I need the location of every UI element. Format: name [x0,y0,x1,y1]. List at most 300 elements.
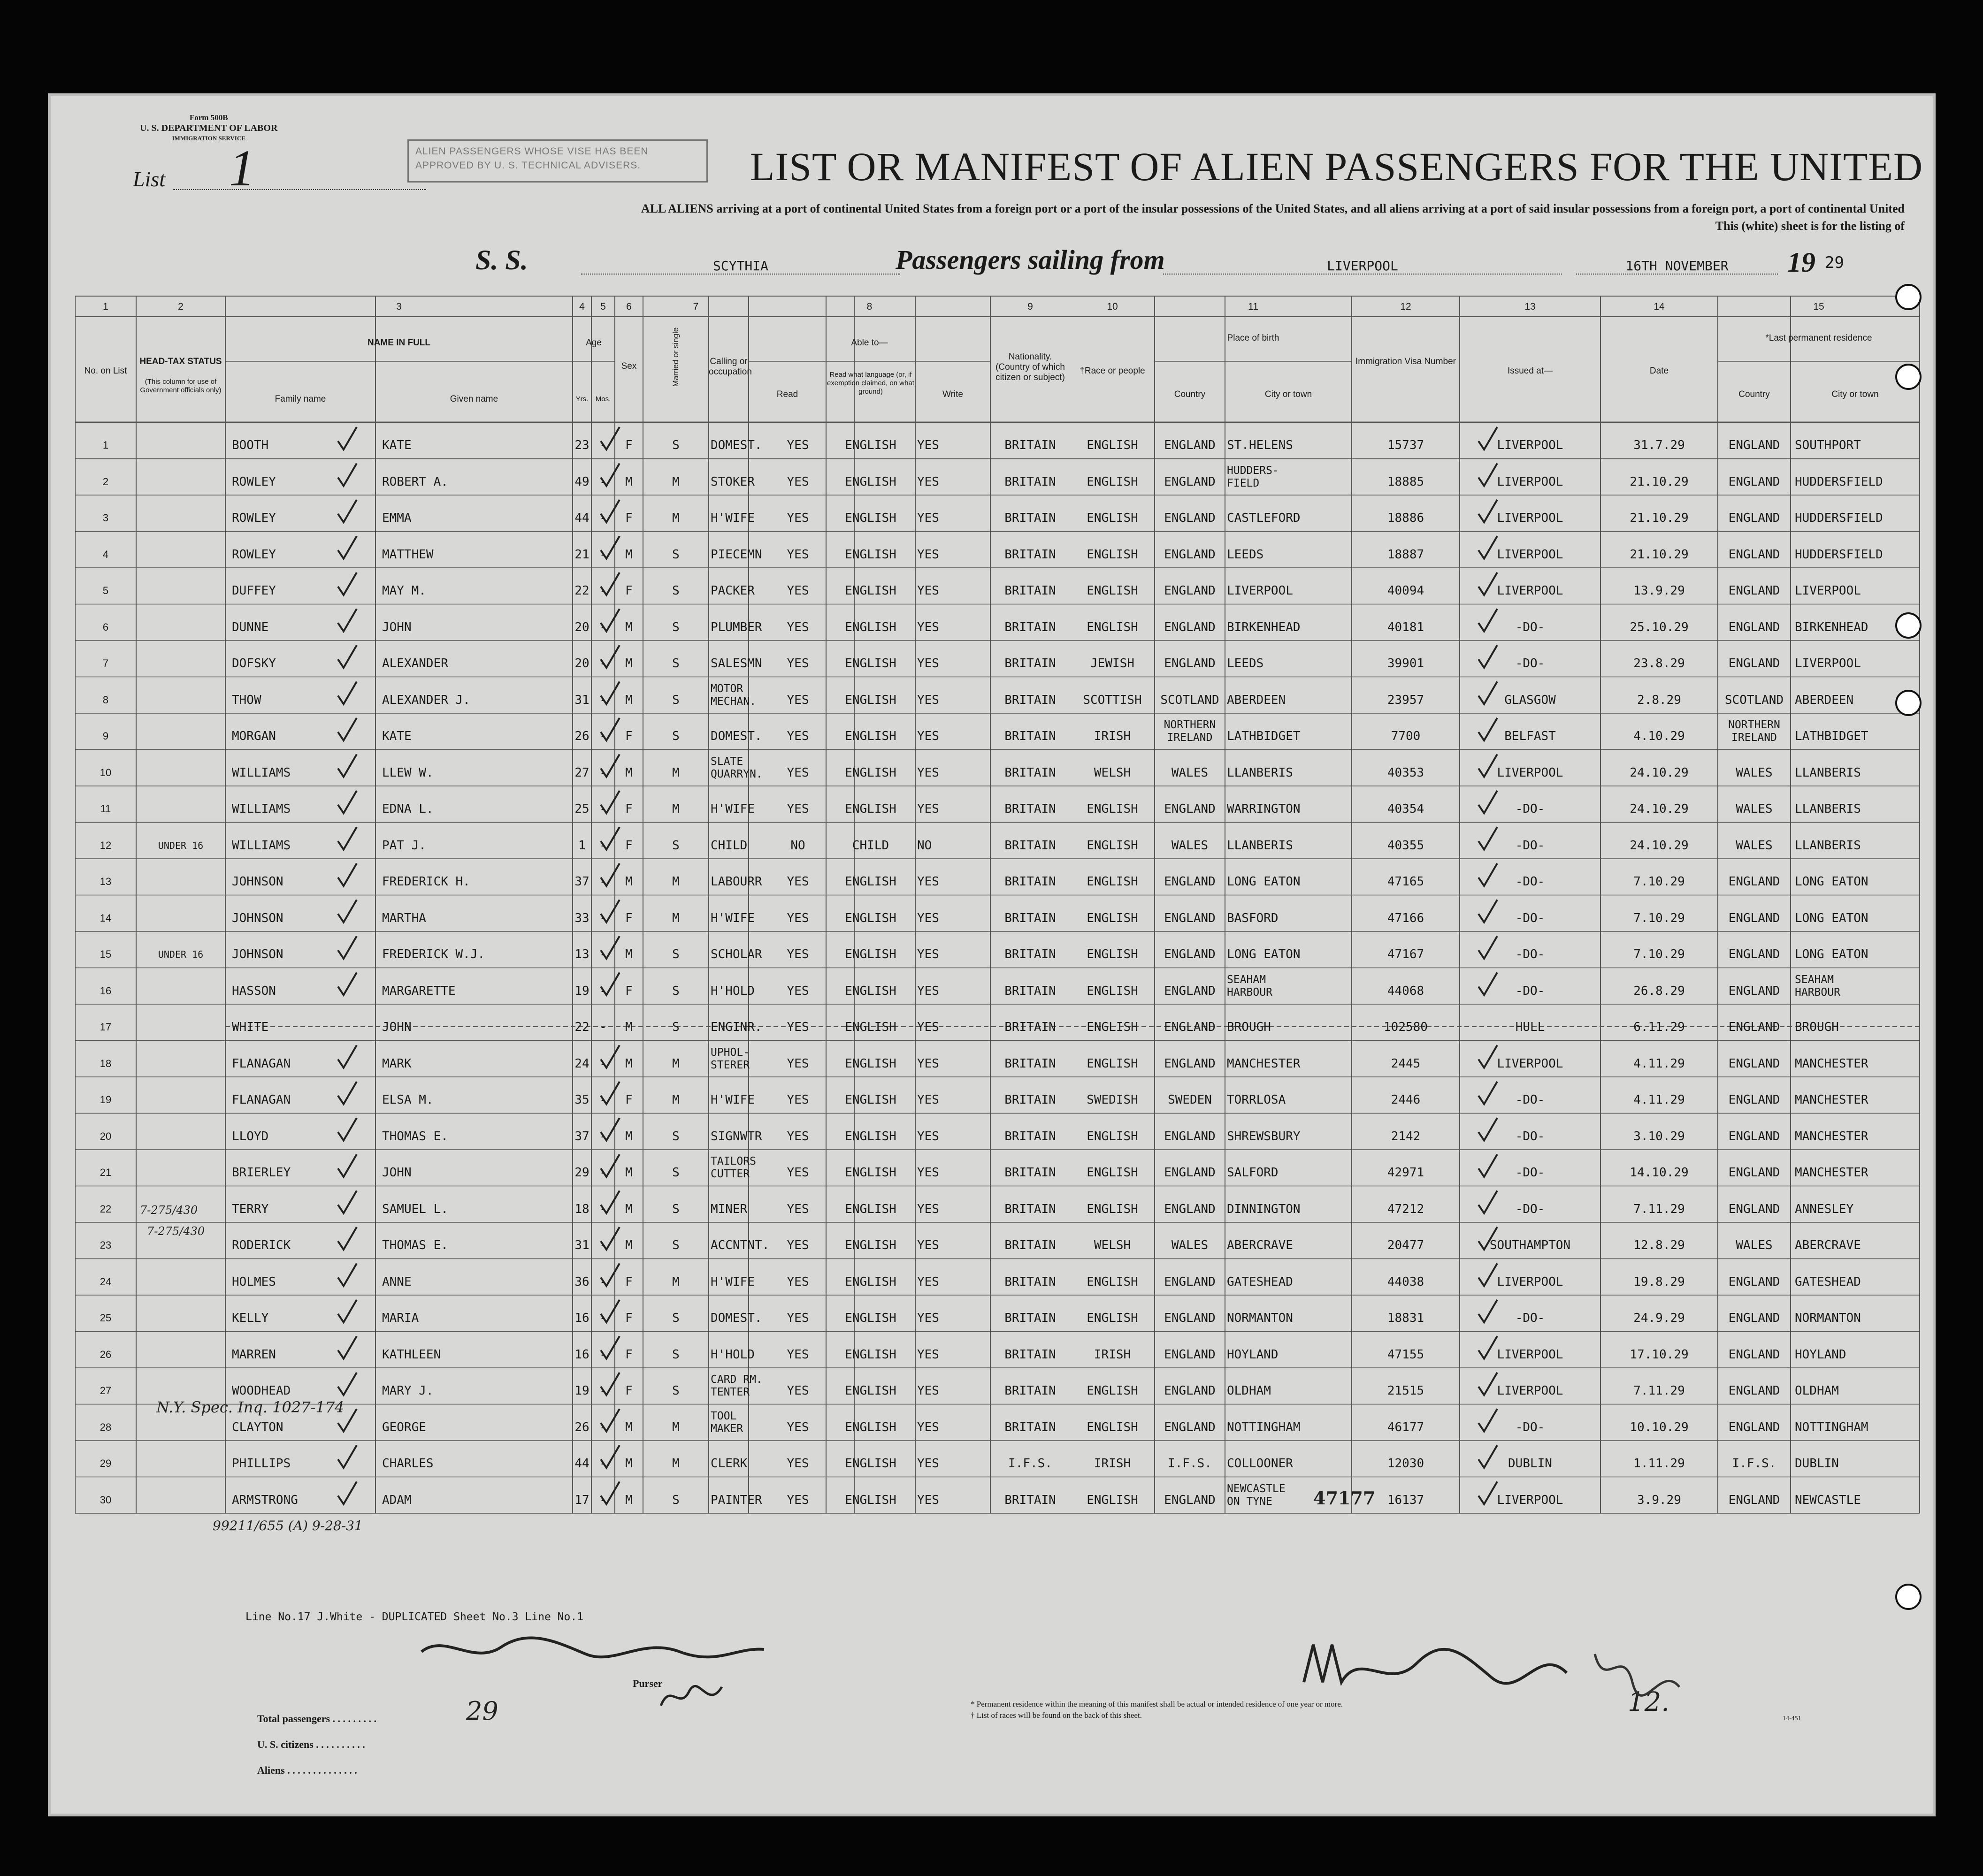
race-cell: ENGLISH [1087,1493,1138,1507]
given-name-cell: ELSA M. [382,1093,434,1107]
given-name-cell: ADAM [382,1493,412,1507]
date-cell: 2.8.29 [1637,693,1681,707]
sex-cell: F [625,802,633,816]
occupation-cell: PAINTER [711,1493,762,1507]
issued-at-cell: LIVERPOOL [1497,547,1563,562]
family-name-cell: MORGAN [232,729,276,743]
age-years-cell: 37 [574,875,590,889]
sex-cell: M [625,1129,633,1144]
birth-country-cell: ENGLAND [1164,875,1216,889]
read-cell: YES [787,947,809,961]
race-cell: ENGLISH [1087,802,1138,816]
sailing-date: 16TH NOVEMBER [1576,258,1778,275]
issued-at-cell: LIVERPOOL [1497,511,1563,525]
birth-city-cell: ABERCRAVE [1227,1238,1293,1252]
age-years-cell: 33 [574,911,590,925]
nationality-cell: BRITAIN [1004,1420,1056,1434]
age-months-cell: - [599,693,607,707]
occupation-cell: H'WIFE [711,802,755,816]
column-number: 3 [396,301,402,312]
header-head-tax-note: (This column for use of Government officials only) [140,378,222,394]
visa-cell: 12030 [1387,1457,1424,1471]
residence-city-cell: BROUGH [1795,1020,1839,1034]
date-cell: 19.8.29 [1633,1274,1685,1289]
header-birth-city: City or town [1264,389,1312,399]
language-cell: ENGLISH [845,656,896,671]
write-cell: YES [917,729,939,743]
manifest-sheet [51,96,1933,1814]
residence-city-cell: MANCHESTER [1795,1129,1868,1144]
total-passengers-label: Total passengers . . . . . . . . . [257,1713,377,1724]
write-cell: YES [917,984,939,998]
given-name-cell: KATHLEEN [382,1347,441,1362]
write-cell: YES [917,511,939,525]
visa-cell: 47212 [1387,1202,1424,1216]
handwritten-row29-note: 99211/655 (A) 9-28-31 [213,1518,363,1533]
row-number: 3 [102,512,109,524]
age-years-cell: 1 [578,838,586,853]
race-cell: ENGLISH [1087,438,1138,452]
date-cell: 3.10.29 [1633,1129,1685,1144]
visa-cell: 23957 [1387,693,1424,707]
given-name-cell: ALEXANDER [382,656,448,671]
issued-at-cell: -DO- [1515,1093,1545,1107]
occupation-cell: UPHOL- STERER [711,1046,750,1071]
duplicate-note: Line No.17 J.White - DUPLICATED Sheet No.3 Line No.1 [245,1611,584,1623]
language-cell: ENGLISH [845,875,896,889]
nationality-cell: BRITAIN [1004,1093,1056,1107]
read-cell: YES [787,1166,809,1180]
birth-country-cell: NORTHERN IRELAND [1164,719,1216,744]
family-name-cell: RODERICK [232,1238,291,1252]
date-cell: 7.10.29 [1633,947,1685,961]
visa-cell: 15737 [1387,438,1424,452]
nationality-cell: BRITAIN [1004,1020,1056,1034]
nationality-cell: BRITAIN [1004,947,1056,961]
race-cell: ENGLISH [1087,984,1138,998]
nationality-cell: BRITAIN [1004,1056,1056,1071]
sex-cell: M [625,1056,633,1071]
row-number: 13 [100,876,112,887]
race-cell: SCOTTISH [1083,693,1142,707]
nationality-cell: BRITAIN [1004,693,1056,707]
marital-cell: S [672,693,680,707]
write-cell: YES [917,1056,939,1071]
birth-city-cell: SHREWSBURY [1227,1129,1301,1144]
marital-cell: S [672,1129,680,1144]
issued-at-cell: -DO- [1515,911,1545,925]
race-cell: ENGLISH [1087,875,1138,889]
birth-city-cell: NEWCASTLE ON TYNE [1227,1482,1286,1508]
birth-country-cell: ENGLAND [1164,1384,1216,1398]
occupation-cell: CHILD [711,838,748,853]
age-years-cell: 44 [574,511,590,525]
read-cell: YES [787,765,809,780]
residence-city-cell: LONG EATON [1795,911,1868,925]
issued-at-cell: HULL [1515,1020,1545,1034]
age-months-cell: - [599,1457,607,1471]
age-years-cell: 18 [574,1202,590,1216]
age-months-cell: - [599,1056,607,1071]
visa-cell: 46177 [1387,1420,1424,1434]
language-cell: ENGLISH [845,438,896,452]
race-cell: ENGLISH [1087,1020,1138,1034]
residence-country-cell: ENGLAND [1728,1056,1780,1071]
date-cell: 23.8.29 [1633,656,1685,671]
date-cell: 21.10.29 [1630,474,1689,489]
visa-cell: 42971 [1387,1166,1424,1180]
birth-city-cell: HOYLAND [1227,1347,1279,1362]
issued-at-cell: LIVERPOOL [1497,584,1563,598]
occupation-cell: MOTOR MECHAN. [711,682,756,708]
sex-cell: M [625,620,633,634]
family-name-cell: HASSON [232,984,276,998]
sex-cell: F [625,838,633,853]
nationality-cell: BRITAIN [1004,547,1056,562]
issued-at-cell: BELFAST [1504,729,1556,743]
read-cell: YES [787,984,809,998]
row-number: 1 [102,439,109,451]
read-cell: YES [787,1020,809,1034]
header-last-residence: *Last permanent residence [1765,333,1872,343]
marital-cell: M [672,1056,680,1071]
write-cell: YES [917,875,939,889]
residence-city-cell: HUDDERSFIELD [1795,547,1883,562]
age-months-cell: - [599,620,607,634]
write-cell: YES [917,584,939,598]
birth-country-cell: ENGLAND [1164,511,1216,525]
write-cell: YES [917,1384,939,1398]
write-cell: YES [917,620,939,634]
read-cell: YES [787,729,809,743]
date-cell: 21.10.29 [1630,547,1689,562]
age-years-cell: 31 [574,1238,590,1252]
read-cell: YES [787,1311,809,1325]
residence-city-cell: LONG EATON [1795,947,1868,961]
residence-country-cell: ENGLAND [1728,984,1780,998]
residence-city-cell: NEWCASTLE [1795,1493,1861,1507]
birth-country-cell: ENGLAND [1164,474,1216,489]
residence-city-cell: GATESHEAD [1795,1274,1861,1289]
race-cell: ENGLISH [1087,838,1138,853]
marital-cell: M [672,474,680,489]
nationality-cell: BRITAIN [1004,584,1056,598]
language-cell: ENGLISH [845,1493,896,1507]
age-months-cell: - [599,1347,607,1362]
row-number: 26 [100,1348,112,1360]
given-name-cell: EMMA [382,511,412,525]
marital-cell: S [672,620,680,634]
birth-city-cell: LEEDS [1227,656,1264,671]
race-cell: IRISH [1094,729,1131,743]
read-cell: YES [787,875,809,889]
age-years-cell: 27 [574,765,590,780]
family-name-cell: WILLIAMS [232,802,291,816]
age-years-cell: 26 [574,1420,590,1434]
race-cell: ENGLISH [1087,1274,1138,1289]
footnote-residence: * Permanent residence within the meaning of this manifest shall be actual or intended residence of one year or more. [971,1700,1343,1708]
birth-city-cell: OLDHAM [1227,1384,1271,1398]
occupation-cell: H'WIFE [711,511,755,525]
sex-cell: M [625,656,633,671]
column-number: 9 [1027,301,1033,312]
date-cell: 25.10.29 [1630,620,1689,634]
list-label: List [133,167,166,191]
age-years-cell: 22 [574,1020,590,1034]
header-residence-city: City or town [1831,389,1879,399]
visa-cell: 18831 [1387,1311,1424,1325]
nationality-cell: I.F.S. [1008,1457,1052,1471]
issued-at-cell: LIVERPOOL [1497,1384,1563,1398]
given-name-cell: MAY M. [382,584,426,598]
language-cell: ENGLISH [845,1420,896,1434]
visa-cell: 40181 [1387,620,1424,634]
nationality-cell: BRITAIN [1004,1129,1056,1144]
header-no-on-list: No. on List [84,366,127,376]
birth-country-cell: ENGLAND [1164,947,1216,961]
date-cell: 24.10.29 [1630,802,1689,816]
birth-city-cell: ABERDEEN [1227,693,1286,707]
residence-country-cell: ENGLAND [1728,1347,1780,1362]
age-months-cell: - [599,1129,607,1144]
residence-city-cell: NORMANTON [1795,1311,1861,1325]
issued-at-cell: SOUTHAMPTON [1489,1238,1571,1252]
row-number: 18 [100,1057,112,1069]
date-cell: 12.8.29 [1633,1238,1685,1252]
residence-country-cell: ENGLAND [1728,584,1780,598]
punch-hole [1895,284,1922,310]
visa-cell: 39901 [1387,656,1424,671]
sex-cell: M [625,875,633,889]
race-cell: ENGLISH [1087,1420,1138,1434]
write-cell: YES [917,1311,939,1325]
date-cell: 3.9.29 [1637,1493,1681,1507]
issued-at-cell: -DO- [1515,947,1545,961]
race-cell: ENGLISH [1087,911,1138,925]
stamp-line-2: APPROVED BY U. S. TECHNICAL ADVISERS. [415,160,641,171]
head-tax-cell: UNDER 16 [158,949,204,960]
birth-city-cell: TORRLOSA [1227,1093,1286,1107]
date-cell: 4.11.29 [1633,1093,1685,1107]
occupation-cell: LABOURR [711,875,762,889]
marital-cell: S [672,1384,680,1398]
header-nationality: Nationality. (Country of which citizen or subject) [995,352,1065,382]
inspector-signature [1294,1635,1717,1701]
family-name-cell: BRIERLEY [232,1166,291,1180]
birth-city-cell: SALFORD [1227,1166,1279,1180]
family-name-cell: JOHNSON [232,875,283,889]
age-months-cell: - [599,1166,607,1180]
subtitle-2: This (white) sheet is for the listing of [1715,219,1905,233]
marital-cell: M [672,1093,680,1107]
column-number: 6 [626,301,632,312]
residence-country-cell: ENGLAND [1728,1020,1780,1034]
birth-country-cell: ENGLAND [1164,656,1216,671]
issued-at-cell: LIVERPOOL [1497,1347,1563,1362]
date-cell: 7.11.29 [1633,1384,1685,1398]
header-married: Married or single [671,327,680,387]
row-number: 29 [100,1457,112,1469]
visa-cell: 44038 [1387,1274,1424,1289]
read-cell: YES [787,1384,809,1398]
visa-cell: 47167 [1387,947,1424,961]
form-code: 14-451 [1783,1715,1801,1722]
age-months-cell: - [599,1274,607,1289]
age-years-cell: 49 [574,474,590,489]
issued-at-cell: -DO- [1515,802,1545,816]
row-number: 9 [102,730,109,742]
race-cell: WELSH [1094,1238,1131,1252]
row-number: 15 [100,948,112,960]
sex-cell: M [625,1020,633,1034]
row-number: 16 [100,984,112,997]
issued-at-cell: -DO- [1515,838,1545,853]
issued-at-cell: -DO- [1515,1166,1545,1180]
visa-cell: 47155 [1387,1347,1424,1362]
column-number: 13 [1524,301,1536,312]
age-years-cell: 35 [574,1093,590,1107]
age-months-cell: - [599,584,607,598]
language-cell: ENGLISH [845,1384,896,1398]
read-cell: YES [787,1129,809,1144]
officer-signature [417,1628,773,1670]
family-name-cell: HOLMES [232,1274,276,1289]
residence-country-cell: ENGLAND [1728,875,1780,889]
race-cell: ENGLISH [1087,547,1138,562]
header-given-name: Given name [450,394,498,404]
row-number: 19 [100,1094,112,1106]
sex-cell: F [625,984,633,998]
occupation-cell: H'WIFE [711,1093,755,1107]
aliens-label: Aliens . . . . . . . . . . . . . . [257,1764,357,1776]
race-cell: ENGLISH [1087,474,1138,489]
residence-country-cell: WALES [1736,802,1773,816]
age-years-cell: 16 [574,1347,590,1362]
issued-at-cell: -DO- [1515,620,1545,634]
age-years-cell: 22 [574,584,590,598]
residence-country-cell: ENGLAND [1728,1129,1780,1144]
sex-cell: F [625,1347,633,1362]
language-cell: ENGLISH [845,1129,896,1144]
language-cell: ENGLISH [845,1274,896,1289]
birth-country-cell: ENGLAND [1164,1020,1216,1034]
column-number: 15 [1813,301,1824,312]
year-prefix: 19 [1787,247,1815,278]
residence-country-cell: ENGLAND [1728,474,1780,489]
marital-cell: S [672,656,680,671]
residence-city-cell: LONG EATON [1795,875,1868,889]
occupation-cell: DOMEST. [711,438,762,452]
given-name-cell: PAT J. [382,838,426,853]
family-name-cell: KELLY [232,1311,269,1325]
age-months-cell: - [599,1020,607,1034]
family-name-cell: PHILLIPS [232,1457,291,1471]
given-name-cell: GEORGE [382,1420,426,1434]
issued-at-cell: -DO- [1515,1420,1545,1434]
given-name-cell: MARK [382,1056,412,1071]
visa-cell: 47166 [1387,911,1424,925]
birth-country-cell: ENGLAND [1164,1129,1216,1144]
visa-cell: 18887 [1387,547,1424,562]
birth-city-cell: LIVERPOOL [1227,584,1293,598]
head-tax-cell: UNDER 16 [158,839,204,851]
handwritten-row19-tax: 7-275/430 [147,1225,205,1238]
issued-at-cell: -DO- [1515,984,1545,998]
spec-inquiry-note: N.Y. Spec. Inq. 1027-174 [156,1398,345,1416]
date-cell: 31.7.29 [1633,438,1685,452]
residence-city-cell: HOYLAND [1795,1347,1846,1362]
residence-country-cell: ENGLAND [1728,1311,1780,1325]
marital-cell: S [672,729,680,743]
read-cell: YES [787,584,809,598]
date-cell: 7.10.29 [1633,911,1685,925]
residence-city-cell: NOTTINGHAM [1795,1420,1868,1434]
write-cell: YES [917,693,939,707]
marital-cell: M [672,875,680,889]
read-cell: YES [787,911,809,925]
occupation-cell: H'HOLD [711,1347,755,1362]
sex-cell: F [625,911,633,925]
age-months-cell: - [599,984,607,998]
occupation-cell: PLUMBER [711,620,762,634]
race-cell: ENGLISH [1087,1384,1138,1398]
visa-cell: 102580 [1384,1020,1428,1034]
marital-cell: S [672,547,680,562]
age-years-cell: 19 [574,984,590,998]
occupation-cell: TOOL MAKER [711,1410,743,1435]
visa-cell: 47165 [1387,875,1424,889]
occupation-cell: ENGINR. [711,1020,762,1034]
birth-city-cell: LLANBERIS [1227,765,1293,780]
date-cell: 21.10.29 [1630,511,1689,525]
marital-cell: S [672,984,680,998]
race-cell: ENGLISH [1087,1056,1138,1071]
race-cell: ENGLISH [1087,1166,1138,1180]
issued-at-cell: -DO- [1515,1129,1545,1144]
age-months-cell: - [599,656,607,671]
header-calling: Calling or occupation [709,357,752,377]
birth-city-cell: MANCHESTER [1227,1056,1301,1071]
occupation-cell: SLATE QUARRYN. [711,755,763,780]
issued-at-cell: DUBLIN [1508,1457,1552,1471]
birth-city-cell: LONG EATON [1227,875,1301,889]
family-name-cell: DUNNE [232,620,269,634]
marital-cell: M [672,1274,680,1289]
nationality-cell: BRITAIN [1004,765,1056,780]
write-cell: YES [917,1420,939,1434]
language-cell: ENGLISH [845,1238,896,1252]
occupation-cell: H'HOLD [711,984,755,998]
language-cell: ENGLISH [845,584,896,598]
column-number: 8 [866,301,873,312]
read-cell: YES [787,1202,809,1216]
footnote-races: † List of races will be found on the back of this sheet. [971,1711,1142,1720]
family-name-cell: ARMSTRONG [232,1493,298,1507]
issued-at-cell: LIVERPOOL [1497,1056,1563,1071]
age-months-cell: - [599,838,607,853]
occupation-cell: CLERK [711,1457,748,1471]
age-months-cell: - [599,1420,607,1434]
age-months-cell: - [599,911,607,925]
marital-cell: S [672,584,680,598]
year-suffix: 29 [1825,253,1844,272]
marital-cell: M [672,802,680,816]
family-name-cell: LLOYD [232,1129,269,1144]
residence-country-cell: I.F.S. [1732,1457,1776,1471]
punch-hole [1895,1584,1922,1610]
birth-country-cell: ENGLAND [1164,984,1216,998]
marital-cell: S [672,1020,680,1034]
